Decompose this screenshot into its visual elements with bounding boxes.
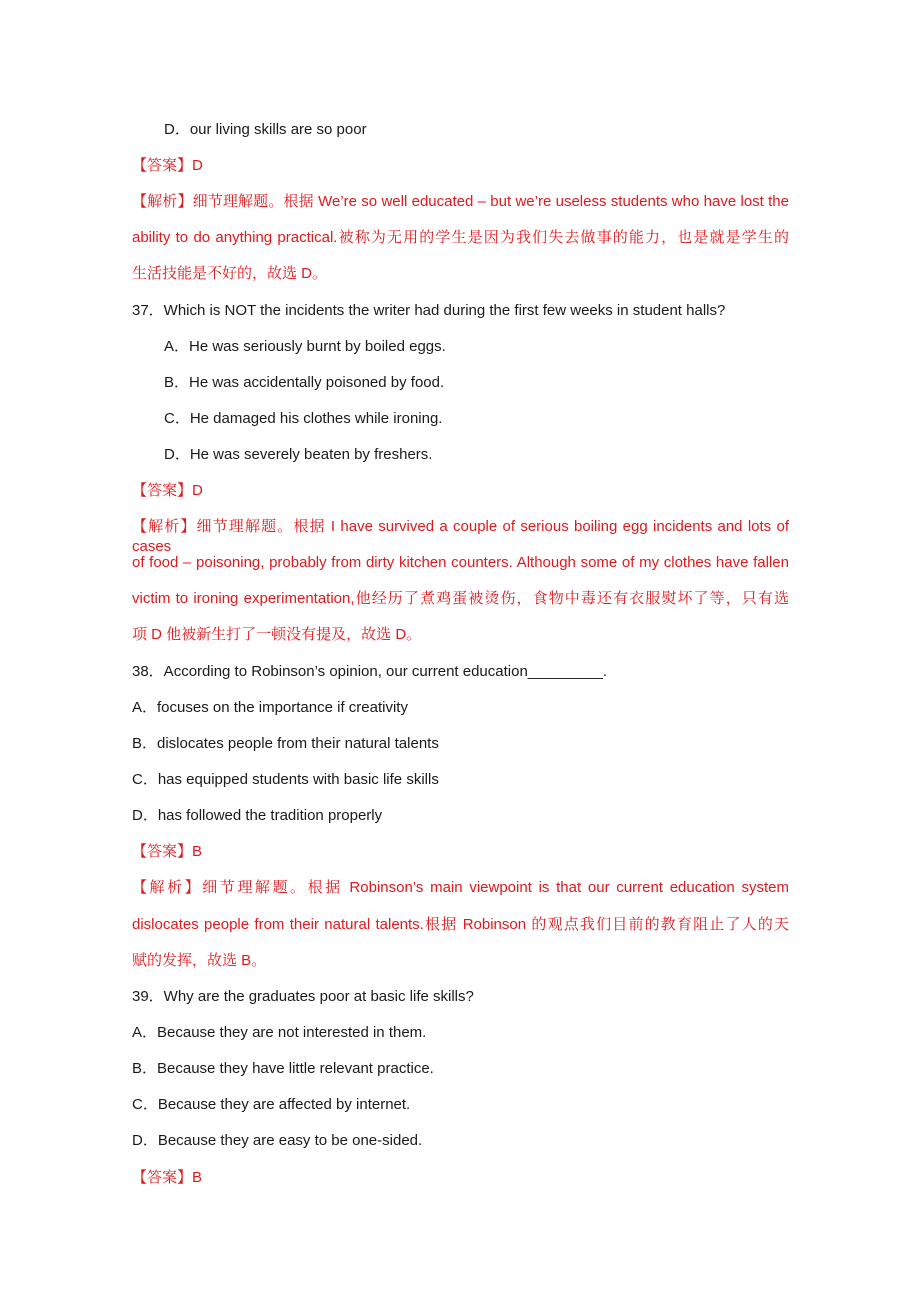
q37-analysis-line: of food – poisoning, probably from dirty kitchen counters. Although some of my clothes have fallen <box>132 554 789 571</box>
q36-analysis-line: 生活技能是不好的，故选 D。 <box>132 265 328 282</box>
q37-answer: 【答案】D <box>132 482 203 499</box>
q38-question: 38．According to Robinson’s opinion, our current education_________. <box>132 663 608 680</box>
q38-analysis-line: 【解析】细节理解题。根据 Robinson’s main viewpoint is that our current education system <box>132 879 789 896</box>
q37-option-a: A．He was seriously burnt by boiled eggs. <box>164 338 446 355</box>
q37-analysis-line: 【解析】细节理解题。根据 I have survived a couple of serious boiling egg incidents and lots of cases <box>132 518 789 555</box>
q36-analysis-line: ability to do anything practical.被称为无用的学生是因为我们失去做事的能力，也是就是学生的 <box>132 229 789 246</box>
q36-analysis-line: 【解析】细节理解题。根据 We’re so well educated – but we’re useless students who have lost the <box>132 193 789 210</box>
q38-option-a: A．focuses on the importance if creativity <box>132 699 408 716</box>
q38-answer: 【答案】B <box>132 843 203 860</box>
q37-analysis-line: 项 D 他被新生打了一顿没有提及，故选 D。 <box>132 626 422 643</box>
q37-option-b: B．He was accidentally poisoned by food. <box>164 374 445 391</box>
q38-option-b: B．dislocates people from their natural talents <box>132 735 439 752</box>
q37-analysis-line: victim to ironing experimentation,他经历了煮鸡蛋被烫伤，食物中毒还有衣服熨坏了等，只有选 <box>132 590 789 607</box>
q38-option-d: D．has followed the tradition properly <box>132 807 383 824</box>
q39-option-c: C．Because they are affected by internet. <box>132 1096 411 1113</box>
q38-analysis-line: 赋的发挥，故选 B。 <box>132 952 267 969</box>
q37-option-c: C．He damaged his clothes while ironing. <box>164 410 443 427</box>
q36-answer: 【答案】D <box>132 157 203 174</box>
q39-option-d: D．Because they are easy to be one-sided. <box>132 1132 423 1149</box>
q39-question: 39．Why are the graduates poor at basic life skills? <box>132 988 474 1005</box>
q39-answer: 【答案】B <box>132 1169 203 1186</box>
q37-question: 37．Which is NOT the incidents the writer had during the first few weeks in student halls? <box>132 302 726 319</box>
q36-option-d: D．our living skills are so poor <box>164 121 367 138</box>
q39-option-b: B．Because they have little relevant practice. <box>132 1060 434 1077</box>
q39-option-a: A．Because they are not interested in them. <box>132 1024 427 1041</box>
q38-analysis-line: dislocates people from their natural talents.根据 Robinson 的观点我们目前的教育阻止了人的天 <box>132 916 789 933</box>
q37-option-d: D．He was severely beaten by freshers. <box>164 446 433 463</box>
q38-option-c: C．has equipped students with basic life skills <box>132 771 439 788</box>
